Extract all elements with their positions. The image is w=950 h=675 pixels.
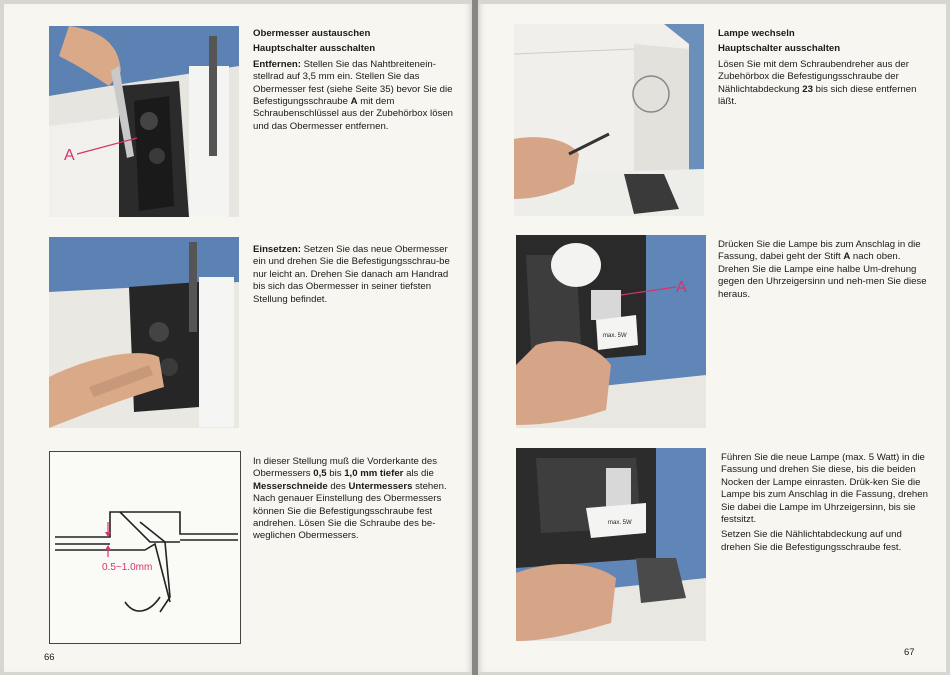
- photo-remove-knife-graphic: [49, 26, 239, 217]
- instruction-text: Lösen Sie mit dem Schraubendreher aus der Zubehörbox die Befestigungsschraube der Nählichtabdeckung: [718, 58, 909, 95]
- instruction-bold: 23: [802, 83, 813, 95]
- photo-callout-a: A: [676, 279, 687, 296]
- instruction-bold: Untermessers: [348, 480, 413, 492]
- right-section3-text: [721, 452, 933, 554]
- left-section3-text: [253, 456, 458, 543]
- instruction-text: nach oben. Drehen Sie die Lampe eine halbe Um-drehung gegen den Uhrzeigersinn und neh-men Sie diese heraus.: [718, 251, 927, 300]
- instruction-bold: A: [350, 96, 358, 108]
- instruction-paragraph: [253, 59, 458, 133]
- knife-height-diagram-graphic: [50, 452, 240, 643]
- knife-height-diagram: [49, 451, 241, 644]
- photo-insert-lamp: [516, 448, 706, 641]
- instruction-paragraph: Führen Sie die neue Lampe (max. 5 Watt) in die Fassung und drehen Sie diese, bis die beiden Nocken der Lampe einrasten. Drük-ken Sie die Lampe bis zum Anschlag in die Fassung, drehen Sie dabei die Lampe im Uhrzeigersinn, bis sie festsitzt.: [721, 452, 928, 526]
- photo-lamp-cover-graphic: [514, 24, 704, 216]
- photo-insert-knife: [49, 237, 239, 428]
- instruction-text: Drücken Sie die Lampe bis zum Anschlag in die Fassung, dabei geht der Stift: [718, 239, 921, 263]
- instruction-bold: 1,0 mm tiefer: [344, 468, 404, 480]
- right-page: [478, 4, 946, 672]
- instruction-text: bis: [326, 468, 345, 480]
- instruction-text: bis sich diese entfernen läßt.: [718, 83, 917, 108]
- instruction-bold: Messerschneide: [253, 480, 328, 492]
- page-number: 66: [44, 652, 55, 663]
- instruction-text: stehen. Nach genauer Einstellung des Obermessers können Sie die Befestigungsschraube fest andrehen. Lösen Sie die Schraube des be-weglichen Obermessers.: [253, 480, 447, 542]
- instruction-bold: 0,5: [313, 468, 327, 480]
- photo-callout-a: A: [64, 147, 75, 164]
- right-section2-text: [718, 239, 933, 301]
- instruction-bold: A: [843, 251, 851, 263]
- instruction-label: Einsetzen:: [253, 244, 301, 255]
- instruction-paragraph: [253, 244, 458, 306]
- photo-remove-knife: [49, 26, 239, 217]
- section-title: Obermesser austauschen: [253, 28, 371, 39]
- left-section1-text: [253, 28, 458, 133]
- instruction-paragraph: [253, 456, 458, 543]
- left-page: [4, 4, 472, 672]
- instruction-paragraph: [718, 59, 933, 109]
- section-subtitle: Hauptschalter ausschalten: [253, 43, 376, 55]
- photo-remove-lamp-graphic: [516, 235, 706, 428]
- photo-lamp-cover: [514, 24, 704, 216]
- instruction-paragraph: [718, 239, 933, 301]
- section-title: Lampe wechseln: [718, 28, 795, 39]
- instruction-text: als die: [403, 468, 434, 480]
- photo-remove-lamp: [516, 235, 706, 428]
- instruction-text: Stellen Sie das Nahtbreitenein-stellrad auf 3,5 mm ein. Stellen Sie das Obermesser fest (siehe Seite 35) bevor Sie die Befestigungsschraube: [253, 58, 453, 108]
- instruction-paragraph: Setzen Sie die Nählichtabdeckung auf und drehen Sie die Befestigungsschraube fest.: [721, 529, 902, 553]
- instruction-text: mit dem Schraubenschlüssel aus der Zubehörbox lösen und das Obermesser entfernen.: [253, 96, 453, 132]
- page-number: 67: [904, 647, 915, 658]
- diagram-measure-label: 0.5~1.0mm: [102, 562, 153, 573]
- instruction-text: des: [327, 480, 349, 492]
- lamp-label: max. 5W: [603, 333, 627, 339]
- lamp-label: max. 5W: [608, 520, 632, 526]
- section-subtitle: Hauptschalter ausschalten: [718, 43, 841, 55]
- instruction-label: Entfernen:: [253, 58, 301, 70]
- photo-insert-lamp-graphic: [516, 448, 706, 641]
- left-section2-text: [253, 244, 458, 306]
- right-section1-text: [718, 28, 933, 108]
- instruction-text: Setzen Sie das neue Obermesser ein und drehen Sie die Befestigungsschrau-be nur leicht an. Drehen Sie danach am Handrad bis sich das Obermesser in seiner tiefsten Stellung befindet.: [253, 244, 450, 305]
- instruction-text: In dieser Stellung muß die Vorderkante des Obermessers: [253, 456, 437, 480]
- photo-insert-knife-graphic: [49, 237, 239, 428]
